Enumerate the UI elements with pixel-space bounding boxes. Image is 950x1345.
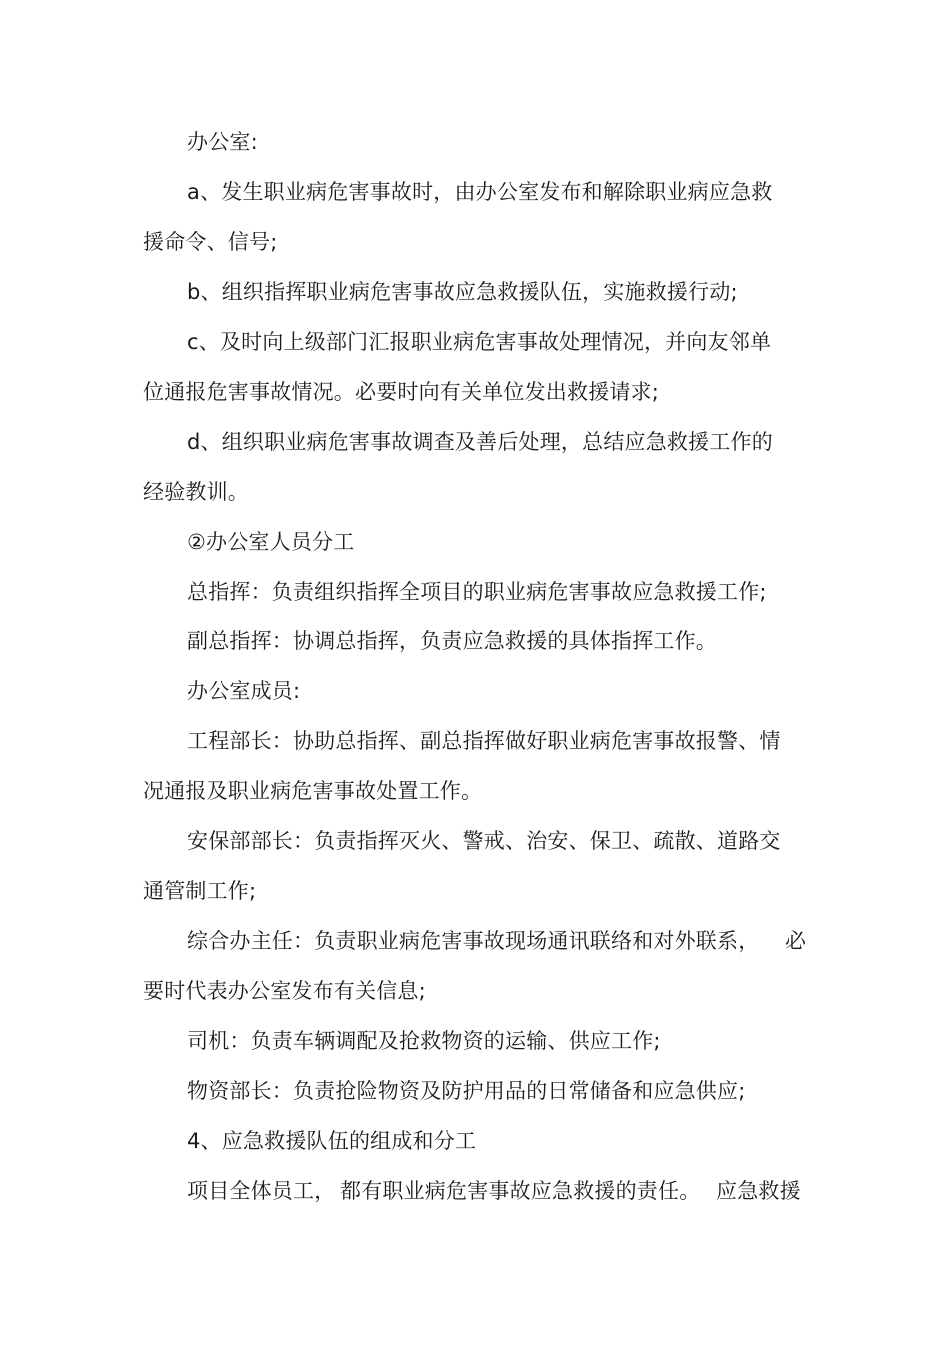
paragraph-line: 通管制工作; — [143, 879, 257, 903]
paragraph-line-segment: 应急救援 — [716, 1179, 801, 1203]
paragraph-line: 经验教训。 — [143, 480, 249, 504]
paragraph-line: 要时代表办公室发布有关信息; — [143, 979, 426, 1003]
paragraph-line: 办公室成员: — [187, 679, 301, 703]
paragraph-line: 况通报及职业病危害事故处置工作。 — [143, 779, 483, 803]
paragraph-line: 总指挥：负责组织指挥全项目的职业病危害事故应急救援工作; — [187, 580, 767, 604]
paragraph-line: 工程部长：协助总指挥、副总指挥做好职业病危害事故报警、情 — [187, 729, 781, 753]
paragraph-line: d、组织职业病危害事故调查及善后处理，总结应急救援工作的 — [187, 430, 773, 454]
paragraph-line: 项目全体员工， — [187, 1179, 336, 1203]
paragraph-line-tail: 必 — [785, 929, 807, 953]
paragraph-line: 援命令、信号; — [143, 230, 278, 254]
paragraph-line: 综合办主任：负责职业病危害事故现场通讯联络和对外联系， — [187, 929, 760, 953]
paragraph-line: 位通报危害事故情况。必要时向有关单位发出救援请求; — [143, 380, 660, 404]
paragraph-line: ②办公室人员分工 — [187, 530, 355, 554]
paragraph-line: 司机：负责车辆调配及抢救物资的运输、供应工作; — [187, 1029, 661, 1053]
section-heading: 4、应急救援队伍的组成和分工 — [187, 1129, 477, 1153]
paragraph-line: 安保部部长：负责指挥灭火、警戒、治安、保卫、疏散、道路交 — [187, 829, 781, 853]
paragraph-line: a、发生职业病危害事故时，由办公室发布和解除职业病应急救 — [187, 180, 773, 204]
paragraph-line: b、组织指挥职业病危害事故应急救援队伍，实施救援行动; — [187, 280, 738, 304]
paragraph-line: 办公室: — [187, 130, 258, 154]
paragraph-line: 副总指挥：协调总指挥，负责应急救援的具体指挥工作。 — [187, 629, 717, 653]
paragraph-line: 物资部长：负责抢险物资及防护用品的日常储备和应急供应; — [187, 1079, 746, 1103]
paragraph-line: c、及时向上级部门汇报职业病危害事故处理情况，并向友邻单 — [187, 330, 772, 354]
paragraph-line-segment: 都有职业病危害事故应急救援的责任。 — [340, 1179, 701, 1203]
